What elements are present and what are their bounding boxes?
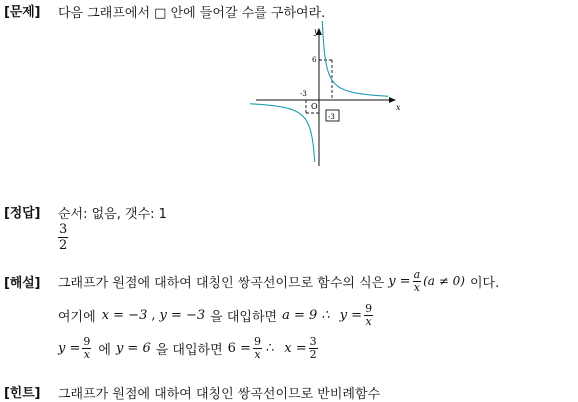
frac-num: 3 — [309, 334, 317, 348]
frac-num: 9 — [365, 301, 373, 315]
solution-line2-y: y = −3 — [159, 307, 206, 323]
solution-line-3 — [58, 333, 320, 363]
hyperbola-graph — [250, 20, 402, 168]
solution-line1-text: 그래프가 원점에 대하여 대칭인 쌍곡선이므로 함수의 식은 — [58, 275, 385, 291]
solution-line3-a: 에 — [98, 342, 111, 358]
solution-line2-frac — [364, 303, 373, 328]
frac-den: x — [83, 347, 90, 361]
solution-tag: [해설] — [4, 276, 41, 291]
solution-line3-frac3 — [309, 336, 318, 361]
solution-line1-cond: (a ≠ 0) — [423, 274, 465, 288]
origin-label: O — [311, 102, 318, 111]
label-neg3-x: -3 — [300, 90, 307, 98]
hyperbola-branch-q3 — [250, 104, 315, 162]
solution-line3-y: y = — [58, 340, 81, 356]
problem-tag: [문제] — [4, 5, 41, 20]
solution-line1-end: 이다. — [469, 275, 500, 291]
solution-line2-y2: y = — [339, 307, 363, 323]
solution-line3-x: x = — [284, 340, 307, 356]
hint-tag: [힌트] — [4, 386, 41, 401]
x-axis-arrow — [389, 97, 396, 103]
solution-line2-b: 을 대입하면 — [210, 309, 278, 325]
problem-text: 다음 그래프에서 □ 안에 들어갈 수를 구하여라. — [58, 6, 326, 21]
y-axis-label: y — [314, 27, 319, 36]
frac-den: x — [365, 314, 372, 328]
label-neg3-y: -3 — [328, 113, 335, 121]
frac-num: 9 — [83, 334, 91, 348]
solution-line3-b: 을 대입하면 — [155, 342, 223, 358]
solution-line1-frac — [413, 269, 422, 294]
solution-line2-res: a = 9 ∴ — [282, 307, 330, 323]
frac-den: x — [413, 280, 420, 294]
answer-tag: [정답] — [4, 206, 41, 221]
frac-num: 9 — [253, 334, 261, 348]
hyperbola-branch-q1 — [322, 21, 388, 96]
hint-text: 그래프가 원점에 대하여 대칭인 쌍곡선이므로 반비례함수 — [58, 387, 381, 402]
solution-line3-y6: y = 6 — [115, 340, 151, 356]
solution-line3-eq: 6 = — [227, 340, 251, 356]
solution-line-2 — [58, 300, 375, 330]
answer-text: 순서: 없음, 갯수: 1 — [58, 207, 167, 222]
frac-den: 2 — [309, 347, 317, 361]
solution-line1-formula: y = — [388, 273, 411, 289]
x-axis-label: x — [396, 103, 401, 112]
solution-line2-comma: , — [151, 307, 156, 323]
solution-line3-frac2 — [253, 336, 262, 361]
answer-frac-den: 2 — [59, 238, 68, 253]
solution-line2-a: 여기에 — [58, 309, 96, 325]
frac-den: x — [254, 347, 261, 361]
solution-line3-frac — [82, 336, 91, 361]
solution-line-1 — [58, 266, 499, 296]
frac-num: a — [413, 267, 421, 281]
solution-line2-x: x = −3 — [101, 307, 148, 323]
solution-line3-therefore: ∴ — [265, 340, 275, 356]
answer-frac-num: 3 — [59, 222, 68, 237]
label-6: 6 — [312, 56, 317, 64]
answer-fraction — [58, 222, 68, 253]
